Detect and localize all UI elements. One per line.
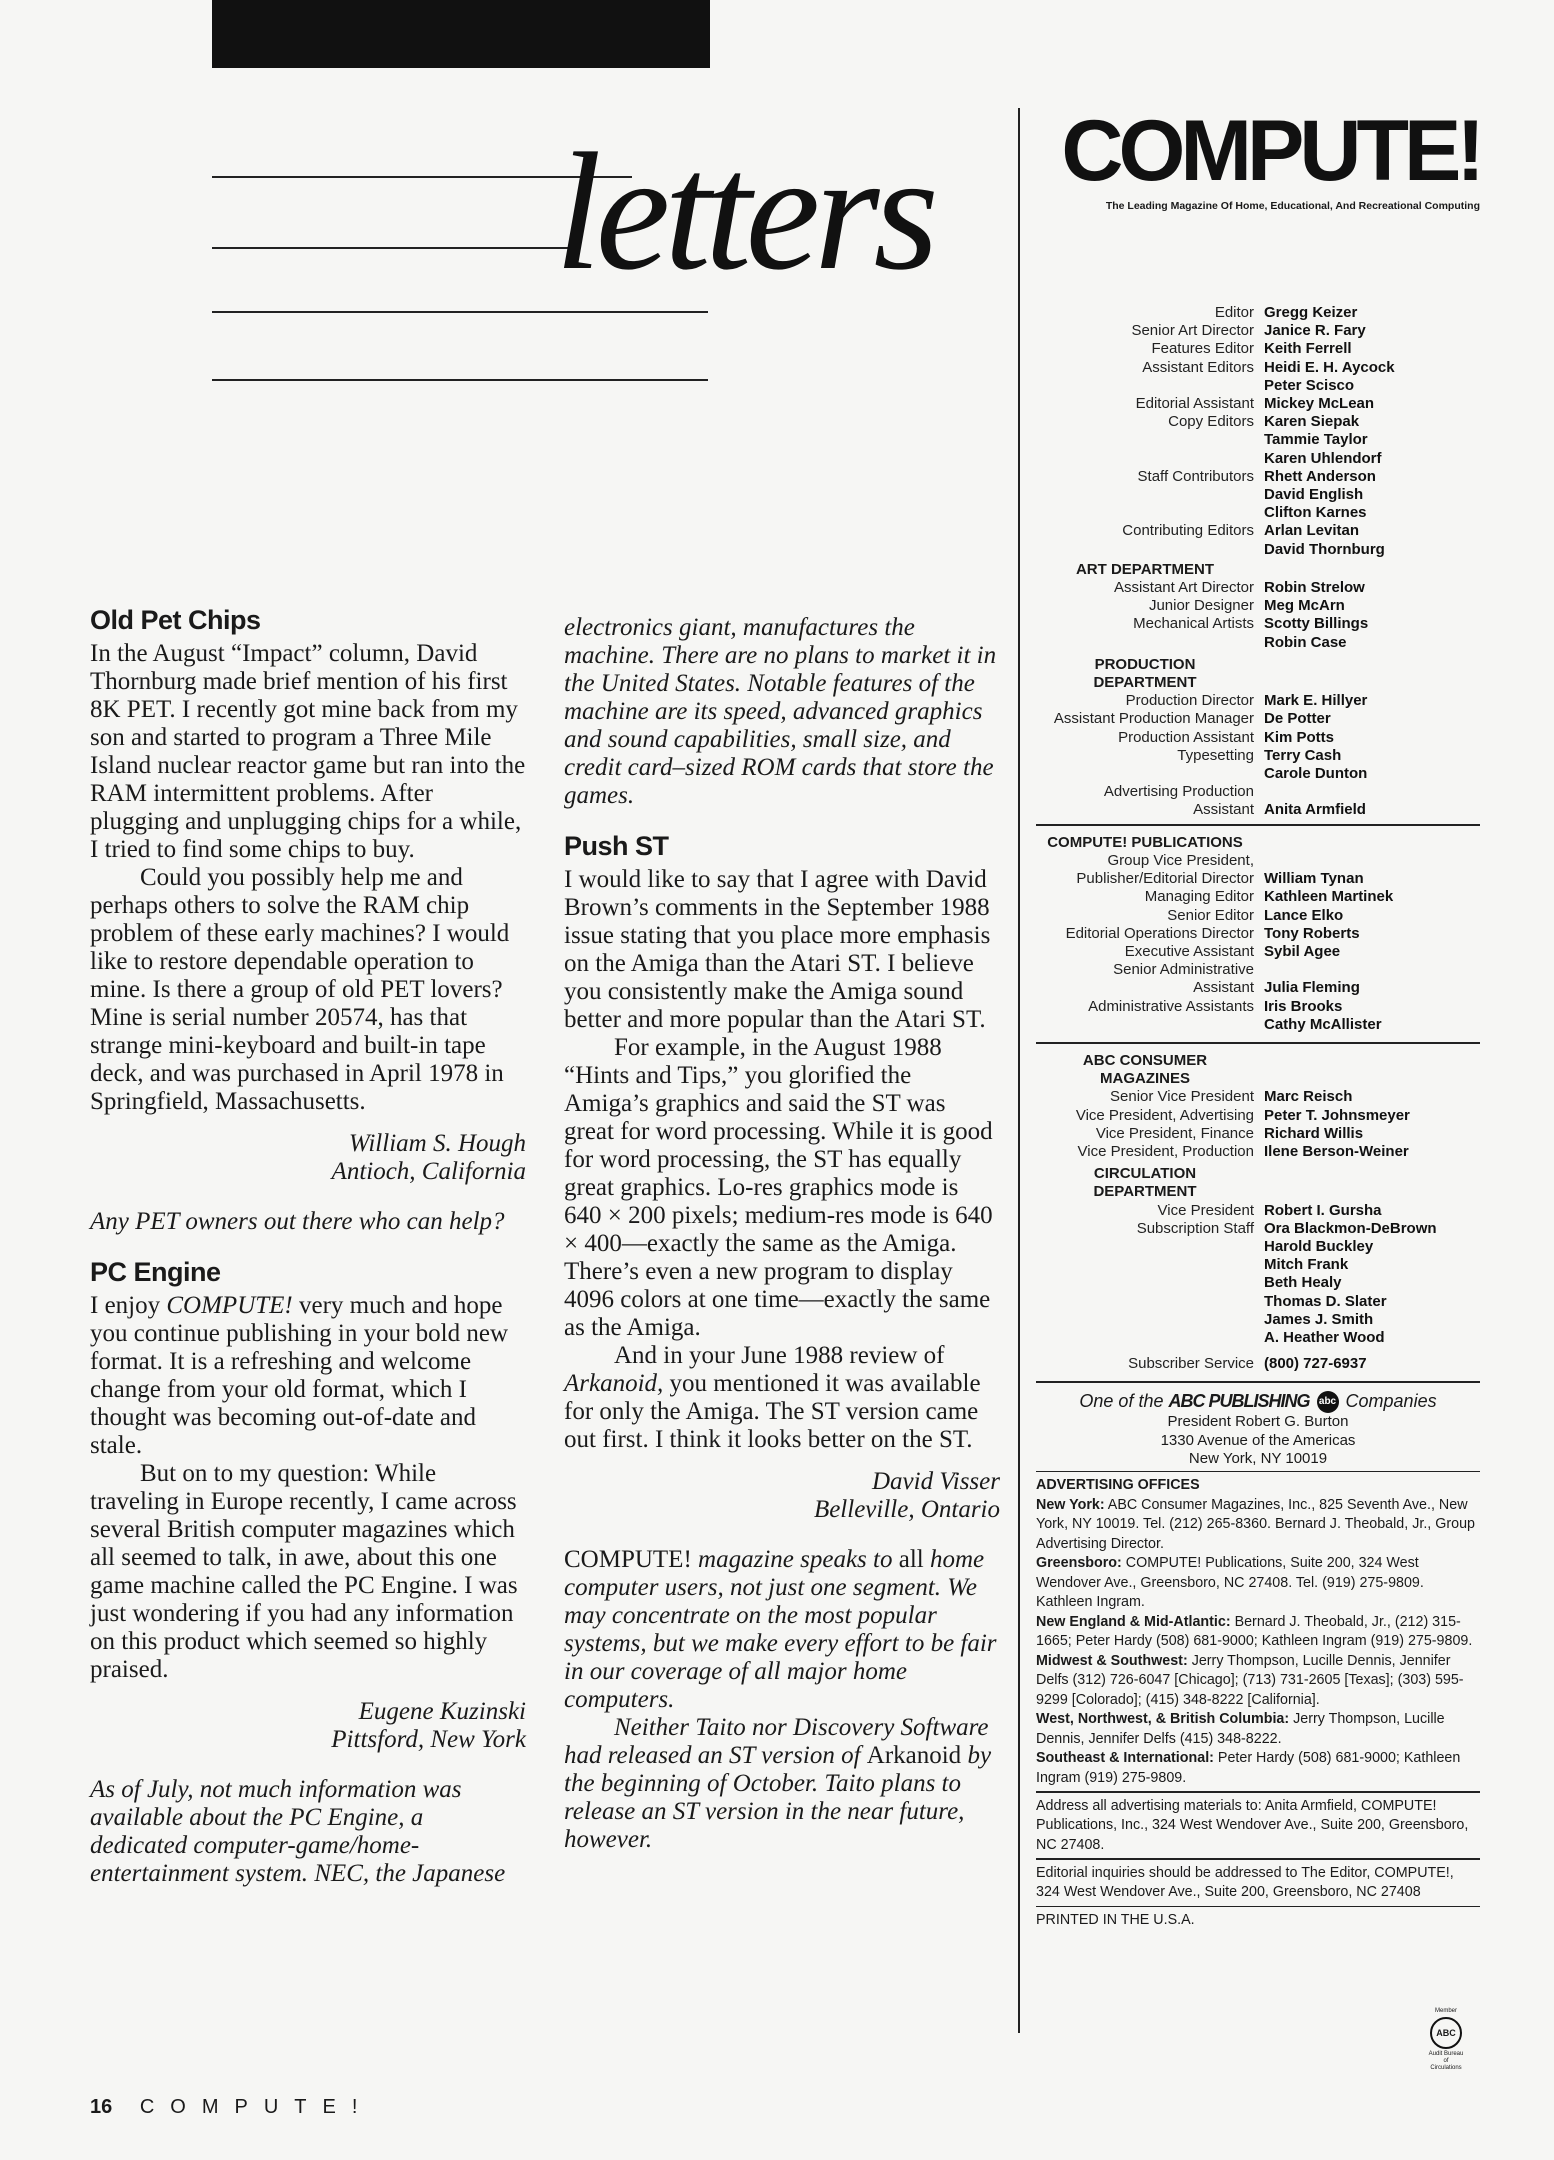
letter-paragraph: In the August “Impact” column, David Thornburg made brief mention of his first 8K PET. I recently got mine back from my son and started to program a Three Mile Island nuclear reactor game but ran into the RAM intermittent problems. After plugging and unplugging chips for a while, I tried to find some chips to buy. <box>90 640 526 863</box>
letter-paragraph: Could you possibly help me and perhaps others to solve the RAM chip problem of these early machines? I would like to restore dependable operation to mine. Is there a group of old PET lovers? Mine is serial number 20574, has that strange mini-keyboard and built-in tape deck, and was purchased in April 1978 in Springfield, Massachusetts. <box>90 864 510 1115</box>
staff-row: Senior Editor Lance Elko <box>1167 906 1344 924</box>
signature-place: Antioch, California <box>331 1158 526 1185</box>
letter-heading: Old Pet Chips <box>90 605 261 635</box>
staff-row: Mechanical Artists Scotty Billings <box>1133 615 1369 633</box>
letter-paragraph: And in your June 1988 review of Arkanoid, you mentioned it was available for only the Amiga. The ST version came out first. I think it looks better on the ST. <box>564 1342 981 1453</box>
editorial-inquiries: Editorial inquiries should be addressed to The Editor, COMPUTE!, 324 West Wendover Ave., Suite 200, Greensboro, NC 27408 <box>1036 1864 1454 1901</box>
signature-name: Eugene Kuzinski <box>358 1698 526 1725</box>
column-left <box>90 606 526 1888</box>
black-header-tab <box>212 0 710 68</box>
staff-row: Publisher/Editorial Director William Tynan <box>1076 870 1364 888</box>
letter-heading: Push ST <box>564 831 669 861</box>
advertising-office: New England & Mid-Atlantic: Bernard J. Theobald, Jr., (212) 315-1665; Peter Hardy (508) 681-9000; Kathleen Ingram (919) 275-9809. <box>1036 1613 1473 1650</box>
staff-row: Group Vice President, <box>1107 851 1254 869</box>
letter-heading: PC Engine <box>90 1257 221 1287</box>
address-line: 1330 Avenue of the Americas <box>1160 1431 1356 1449</box>
staff-row: Tammie Taylor <box>1264 431 1368 449</box>
staff-row: Peter Scisco <box>1264 376 1355 394</box>
section-label: PRODUCTION <box>1094 655 1196 673</box>
abc-audit-icon: ABC <box>1430 2017 1462 2049</box>
staff-row: Vice President, Advertising Peter T. Johnsmeyer <box>1075 1106 1410 1124</box>
section-label: DEPARTMENT <box>1093 674 1197 692</box>
staff-row: Advertising Production <box>1103 783 1254 801</box>
staff-row: Senior Administrative <box>1113 961 1254 979</box>
masthead-staff <box>1036 304 1480 1931</box>
abc-logo-icon: abc <box>1317 1391 1339 1413</box>
staff-row: Assistant Editors Heidi E. H. Aycock <box>1142 358 1395 376</box>
advertising-office: New York: ABC Consumer Magazines, Inc., 825 Seventh Ave., New York, NY 10019. Tel. (212) 265-8360. Bernard J. Theobald, Jr., Group Advertising Director. <box>1036 1496 1475 1552</box>
header-rule-3 <box>212 311 708 313</box>
letter-paragraph: I enjoy COMPUTE! very much and hope you continue publishing in your bold new format. It is a refreshing and welcome change from your old format, which I thought was becoming out-of-date and stale. <box>90 1292 509 1459</box>
staff-row: A. Heather Wood <box>1264 1328 1385 1346</box>
section-label: CIRCULATION <box>1093 1165 1197 1183</box>
staff-row: Vice President, Production Ilene Berson-Weiner <box>1077 1142 1409 1160</box>
letter-paragraph: For example, in the August 1988 “Hints and Tips,” you glorified the Amiga’s graphics and said the ST was great for word processing. While it is good for word processing, the ST has equally great graphics. Lo-res graphics mode is 640 × 200 pixels; medium-res mode is 640 × 400—exactly the same as the Amiga. There’s even a new program to display 4096 colors at one time—exactly the same as the Amiga. <box>564 1034 993 1341</box>
advertising-office: West, Northwest, & British Columbia: Jerry Thompson, Lucille Dennis, Jennifer Delfs (415) 348-8222. <box>1036 1711 1445 1747</box>
header-rule-4 <box>212 379 708 381</box>
address-line: New York, NY 10019 <box>1188 1449 1328 1467</box>
signature-place: Pittsford, New York <box>331 1726 526 1753</box>
staff-row: Subscription Staff Ora Blackmon-DeBrown <box>1136 1219 1437 1237</box>
section-label: DEPARTMENT <box>1093 1183 1197 1201</box>
staff-row: Robin Case <box>1264 633 1347 651</box>
staff-row: Mitch Frank <box>1264 1256 1349 1274</box>
staff-row: Assistant Production Manager De Potter <box>1053 710 1331 728</box>
staff-row: Assistant Anita Armfield <box>1193 801 1366 819</box>
advertising-address: Address all advertising materials to: Anita Armfield, COMPUTE! Publications, Inc., 324 West Wendover Ave., Suite 200, Greensboro, NC 27408. <box>1036 1797 1469 1853</box>
staff-row: Staff Contributors Rhett Anderson <box>1137 467 1376 485</box>
editor-reply: Any PET owners out there who can help? <box>90 1208 505 1235</box>
staff-row: James J. Smith <box>1264 1310 1374 1328</box>
staff-row: Assistant Julia Fleming <box>1193 979 1360 997</box>
staff-row: Executive Assistant Sybil Agee <box>1124 942 1341 960</box>
staff-row: Editorial Assistant Mickey McLean <box>1135 395 1375 413</box>
section-label: MAGAZINES <box>1100 1070 1190 1088</box>
column-middle <box>564 614 1000 1854</box>
staff-row: Clifton Karnes <box>1264 504 1367 522</box>
staff-row: Typesetting Terry Cash <box>1177 746 1342 764</box>
page-footer <box>90 2096 373 2119</box>
masthead-divider <box>1018 108 1020 2033</box>
masthead-logo: COMPUTE! <box>1061 103 1480 199</box>
staff-row: Cathy McAllister <box>1264 1015 1382 1033</box>
section-label: ABC CONSUMER <box>1082 1051 1208 1069</box>
signature-name: David Visser <box>872 1468 1000 1495</box>
staff-row: Carole Dunton <box>1264 765 1368 783</box>
staff-row: Features Editor Keith Ferrell <box>1151 340 1352 358</box>
page-number: 16 <box>90 2096 113 2118</box>
staff-row: Karen Uhlendorf <box>1264 449 1382 467</box>
editor-reply: As of July, not much information was available about the PC Engine, a dedicated computer-game/home-entertainment system. NEC, the Japanese <box>90 1776 506 1887</box>
letter-paragraph: But on to my question: While traveling in Europe recently, I came across several British computer magazines which all seemed to talk, in awe, about this one game machine called the PC Engine. I was just wondering if you had any information on this product which seemed so highly praised. <box>90 1460 518 1683</box>
advertising-office: Midwest & Southwest: Jerry Thompson, Lucille Dennis, Jennifer Delfs (312) 726-6047 [Chicago]; (713) 731-2605 [Texas]; (303) 595-9299 [Colorado]; (415) 348-8222 [California]. <box>1036 1652 1464 1708</box>
section-label: ART DEPARTMENT <box>1075 560 1215 578</box>
staff-row: Senior Vice President Marc Reisch <box>1110 1088 1353 1106</box>
abc-audit-badge: Member ABC Audit Bureau of Circulations <box>1428 2008 1464 2071</box>
staff-row: Vice President Robert I. Gursha <box>1157 1201 1382 1219</box>
staff-row: Harold Buckley <box>1264 1237 1374 1255</box>
staff-row: Editor Gregg Keizer <box>1214 304 1358 321</box>
editor-reply-continued: electronics giant, manufactures the machine. There are no plans to market it in the United States. Notable features of the machine are its speed, advanced graphics and sound capabilities, small size, and credit card–sized ROM cards that store the games. <box>564 614 997 809</box>
staff-row: Managing Editor Kathleen Martinek <box>1144 888 1394 906</box>
signature-place: Belleville, Ontario <box>813 1496 1000 1523</box>
header-rule-2 <box>212 247 572 249</box>
signature-name: William S. Hough <box>348 1130 526 1157</box>
staff-row: Copy Editors Karen Siepak <box>1168 413 1360 431</box>
staff-row: Junior Designer Meg McArn <box>1148 597 1345 615</box>
advertising-office: Greensboro: COMPUTE! Publications, Suite 200, 324 West Wendover Ave., Greensboro, NC 27408. Tel. (919) 275-9809. Kathleen Ingram. <box>1036 1555 1424 1611</box>
abc-publishing-line: One of the ABC PUBLISHING abc Companies <box>1036 1391 1480 1413</box>
staff-row: Production Director Mark E. Hillyer <box>1125 692 1368 710</box>
president-line: President Robert G. Burton <box>1167 1413 1349 1431</box>
staff-row: David English <box>1264 486 1364 504</box>
masthead-tagline: The Leading Magazine Of Home, Educational, And Recreational Computing <box>1105 200 1480 212</box>
staff-row: Editorial Operations Director Tony Roberts <box>1065 924 1360 942</box>
printed-in: PRINTED IN THE U.S.A. <box>1036 1912 1195 1929</box>
masthead-header <box>1036 103 1480 212</box>
editor-reply: Neither Taito nor Discovery Software had released an ST version of Arkanoid by the beginning of October. Taito plans to release an ST version in the near future, however. <box>564 1714 992 1853</box>
staff-row: Senior Art Director Janice R. Fary <box>1131 322 1366 340</box>
editor-reply: COMPUTE! magazine speaks to all home computer users, not just one segment. We may concentrate on the most popular systems, but we make every effort to be fair in our coverage of all major home computers. <box>564 1546 997 1713</box>
advertising-office: Southeast & International: Peter Hardy (508) 681-9000; Kathleen Ingram (919) 275-9809. <box>1036 1750 1461 1786</box>
staff-row: Administrative Assistants Iris Brooks <box>1088 997 1343 1015</box>
staff-row: Vice President, Finance Richard Willis <box>1095 1124 1364 1142</box>
section-label: ADVERTISING OFFICES <box>1036 1477 1200 1494</box>
staff-row: Contributing Editors Arlan Levitan <box>1122 522 1360 540</box>
staff-row: Beth Healy <box>1264 1274 1342 1292</box>
footer-magazine-name: COMPUTE! <box>139 2096 374 2118</box>
staff-row: Thomas D. Slater <box>1264 1292 1387 1310</box>
staff-row: Assistant Art Director Robin Strelow <box>1113 579 1365 597</box>
section-label: COMPUTE! PUBLICATIONS <box>1047 833 1243 851</box>
subscriber-service-row: Subscriber Service (800) 727-6937 <box>1128 1355 1367 1373</box>
letter-paragraph: I would like to say that I agree with David Brown’s comments in the September 1988 issue stating that you place more emphasis on the Amiga than the Atari ST. I believe you consistently make the Amiga sound better and more popular than the Atari ST. <box>564 866 991 1033</box>
staff-row: David Thornburg <box>1264 540 1385 558</box>
section-title: letters <box>555 119 933 305</box>
staff-row: Production Assistant Kim Potts <box>1118 728 1335 746</box>
